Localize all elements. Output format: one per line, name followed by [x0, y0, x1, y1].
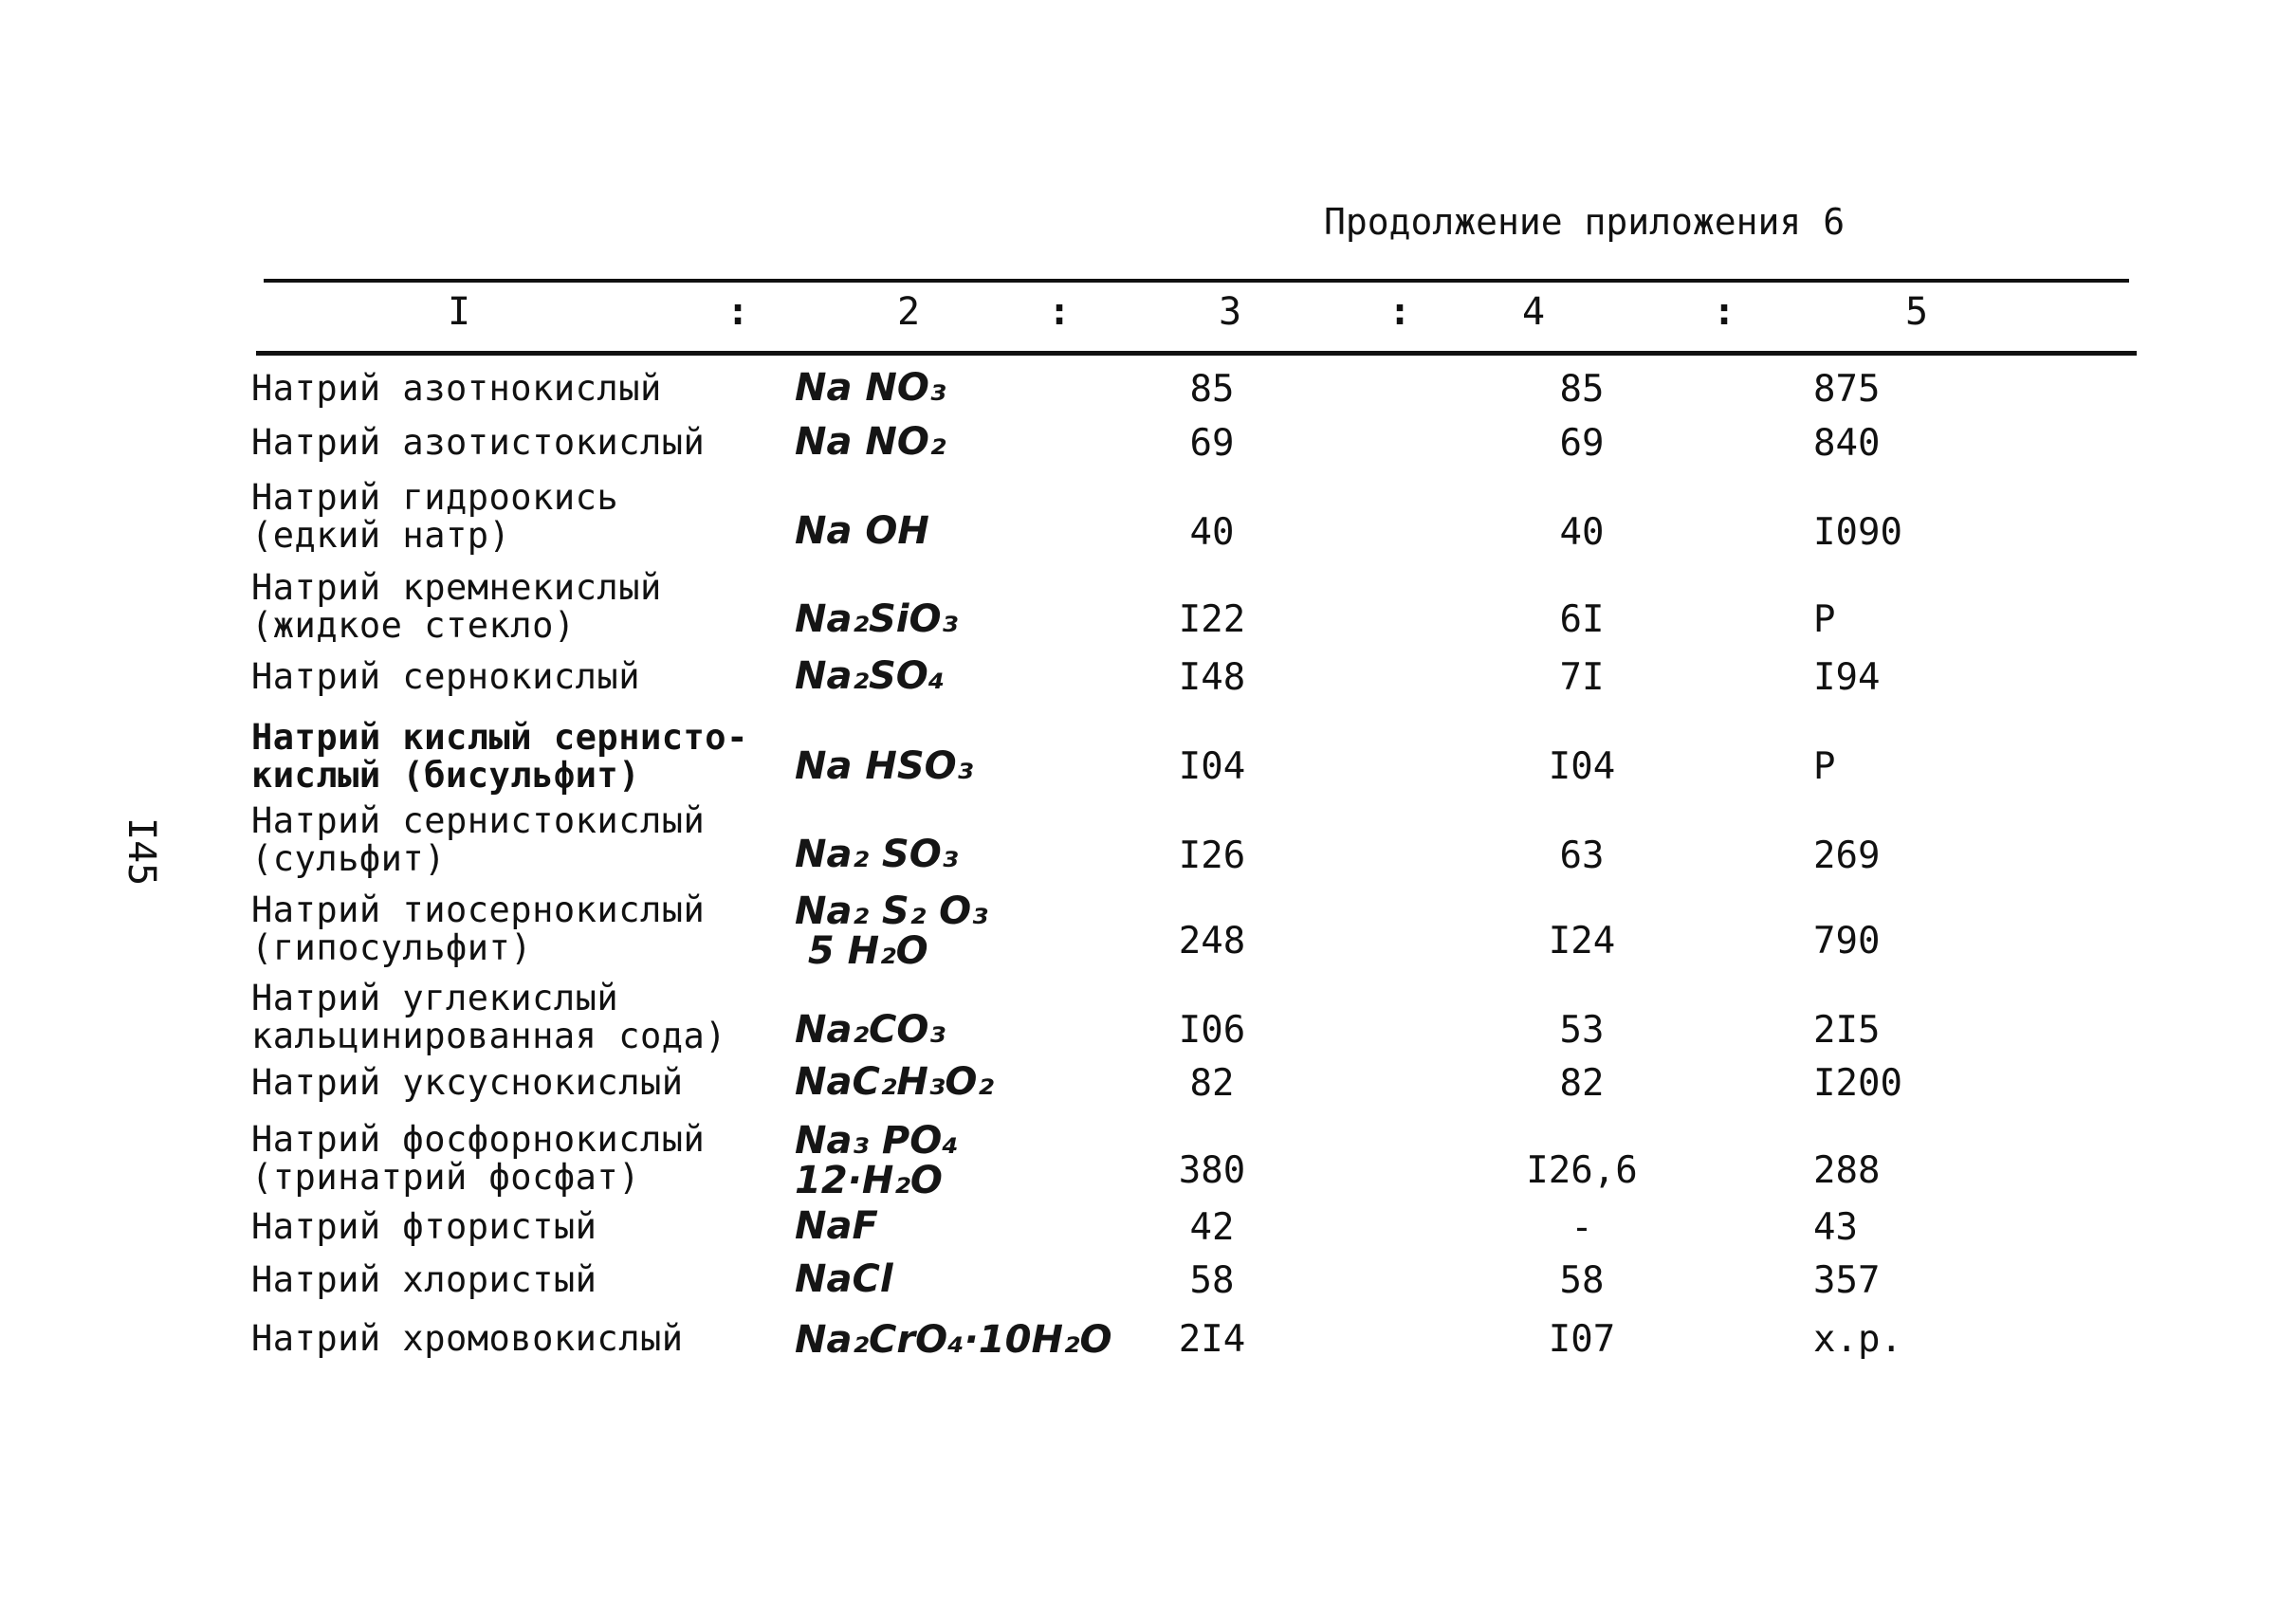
value-col-3: 42: [1189, 1206, 1235, 1249]
value-col-5: I090: [1813, 511, 1902, 554]
value-col-4: 85: [1559, 368, 1605, 411]
value-col-5: 269: [1813, 834, 1881, 877]
chemical-formula: Na₂CrO₄·10H₂O: [795, 1318, 1112, 1362]
value-col-4: I26,6: [1526, 1149, 1638, 1192]
value-col-4: 7I: [1559, 656, 1605, 699]
chemical-formula: Na₂CO₃: [795, 1008, 946, 1052]
header-separator: :: [1387, 290, 1412, 334]
value-col-3: I06: [1178, 1009, 1246, 1052]
value-col-4: 63: [1559, 834, 1605, 877]
substance-name: Натрий хлористый: [251, 1259, 597, 1300]
chemical-formula: Na₂ SO₃: [795, 833, 959, 876]
value-col-5: х.р.: [1813, 1318, 1902, 1361]
chemical-formula: Na NO₂: [795, 420, 946, 464]
chemical-formula: Na OH: [795, 509, 929, 553]
value-col-3: 380: [1178, 1149, 1246, 1192]
chemical-formula: NaC₂H₃O₂: [795, 1060, 994, 1104]
value-col-3: 2I4: [1178, 1318, 1246, 1361]
substance-name: Натрий сернокислый: [251, 656, 640, 697]
header-separator: :: [726, 290, 750, 334]
header-col-5: 5: [1904, 290, 1929, 334]
substance-name: Натрий азотнокислый: [251, 368, 662, 409]
substance-name: Натрий углекислый кальцинированная сода): [251, 978, 727, 1056]
substance-name: Натрий кислый сернисто- кислый (бисульфит): [251, 717, 748, 796]
value-col-3: I26: [1178, 834, 1246, 877]
substance-name: Натрий хромовокислый: [251, 1318, 684, 1359]
value-col-5: 875: [1813, 368, 1881, 411]
value-col-5: 2I5: [1813, 1009, 1881, 1052]
substance-name: Натрий сернистокислый (сульфит): [251, 800, 706, 879]
substance-name: Натрий азотистокислый: [251, 422, 706, 463]
value-col-3: I22: [1178, 598, 1246, 641]
value-col-3: 248: [1178, 920, 1246, 962]
page-heading: Продолжение приложения 6: [1324, 201, 1846, 243]
chemical-formula: NaCl: [795, 1257, 893, 1301]
value-col-3: I04: [1178, 745, 1246, 788]
chemical-formula: Na₃ PO₄ 12·H₂O: [795, 1119, 959, 1202]
chemical-formula: NaF: [795, 1204, 878, 1248]
value-col-4: I24: [1548, 920, 1616, 962]
table-header-rule: [256, 351, 2137, 356]
value-col-3: 82: [1189, 1062, 1235, 1105]
substance-name: Натрий тиосернокислый (гипосульфит): [251, 889, 706, 968]
value-col-5: 790: [1813, 920, 1881, 962]
chemical-formula: Na₂SiO₃: [795, 597, 959, 641]
value-col-5: 288: [1813, 1149, 1881, 1192]
page-number: I45: [119, 817, 163, 887]
chemical-formula: Na₂SO₄: [795, 654, 946, 698]
chemical-formula: Na₂ S₂ O₃ 5 H₂O: [795, 889, 988, 973]
value-col-4: 53: [1559, 1009, 1605, 1052]
header-col-2: 2: [896, 290, 921, 334]
value-col-5: I94: [1813, 656, 1881, 699]
value-col-4: 69: [1559, 422, 1605, 465]
value-col-4: I07: [1548, 1318, 1616, 1361]
header-col-3: 3: [1218, 290, 1242, 334]
value-col-4: 40: [1559, 511, 1605, 554]
substance-name: Натрий уксуснокислый: [251, 1062, 684, 1103]
chemical-formula: Na HSO₃: [795, 744, 974, 788]
substance-name: Натрий кремнекислый (жидкое стекло): [251, 567, 662, 646]
value-col-3: 85: [1189, 368, 1235, 411]
substance-name: Натрий фосфорнокислый (тринатрий фосфат): [251, 1119, 706, 1198]
table-top-rule: [264, 279, 2129, 283]
value-col-3: 58: [1189, 1259, 1235, 1302]
value-col-5: I200: [1813, 1062, 1902, 1105]
value-col-3: 69: [1189, 422, 1235, 465]
substance-name: Натрий фтористый: [251, 1206, 597, 1247]
header-col-1: I: [447, 290, 471, 334]
value-col-4: 82: [1559, 1062, 1605, 1105]
value-col-5: Р: [1813, 745, 1836, 788]
value-col-5: 357: [1813, 1259, 1881, 1302]
value-col-4: 58: [1559, 1259, 1605, 1302]
chemical-formula: Na NO₃: [795, 366, 946, 410]
value-col-5: 840: [1813, 422, 1881, 465]
value-col-4: -: [1570, 1206, 1593, 1249]
value-col-4: I04: [1548, 745, 1616, 788]
value-col-3: 40: [1189, 511, 1235, 554]
header-col-4: 4: [1521, 290, 1546, 334]
table-header: [0, 290, 2296, 343]
header-separator: :: [1712, 290, 1736, 334]
header-separator: :: [1047, 290, 1072, 334]
substance-name: Натрий гидроокись (едкий натр): [251, 477, 619, 556]
value-col-4: 6I: [1559, 598, 1605, 641]
value-col-3: I48: [1178, 656, 1246, 699]
value-col-5: Р: [1813, 598, 1836, 641]
value-col-5: 43: [1813, 1206, 1858, 1249]
